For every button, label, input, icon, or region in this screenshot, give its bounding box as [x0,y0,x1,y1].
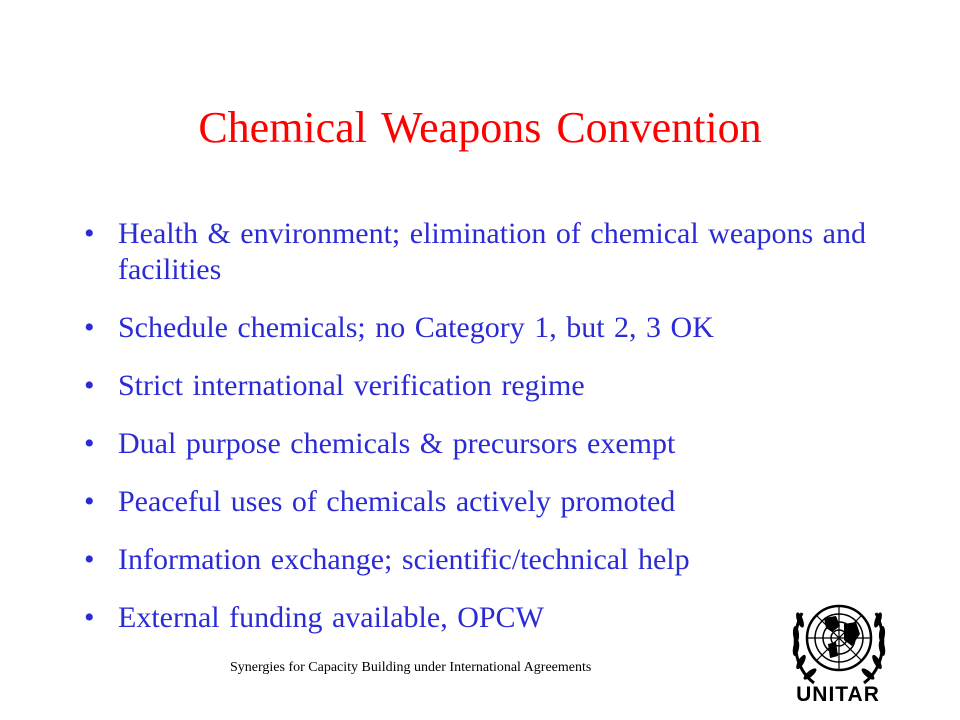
bullet-text: Peaceful uses of chemicals actively promoted [118,485,676,518]
slide-footer: Synergies for Capacity Building under International Agreements [230,660,592,675]
bullet-dot-icon: • [84,485,95,518]
bullet-list [84,216,884,636]
bullet-item [84,426,884,462]
bullet-item [84,368,884,404]
bullet-text: Dual purpose chemicals & precursors exempt [118,427,676,460]
bullet-dot-icon: • [84,427,95,460]
bullet-dot-icon: • [84,369,95,402]
bullet-text: Information exchange; scientific/technical help [118,543,690,576]
bullet-item [84,216,884,288]
bullet-item [84,310,884,346]
bullet-text: Schedule chemicals; no Category 1, but 2, 3 OK [118,311,714,344]
un-emblem-icon [784,588,894,698]
bullet-dot-icon: • [84,311,95,344]
bullet-dot-icon: • [84,543,95,576]
slide-title: Chemical Weapons Convention [198,103,762,152]
bullet-item [84,542,884,578]
logo-text: UNITAR [796,683,880,706]
bullet-item [84,600,884,636]
bullet-item [84,484,884,520]
bullet-dot-icon: • [84,217,95,250]
bullet-dot-icon: • [84,601,95,634]
bullet-text: Strict international verification regime [118,369,585,402]
bullet-text: Health & environment; elimination of chemical weapons and facilities [118,217,866,286]
bullet-text: External funding available, OPCW [118,601,544,634]
